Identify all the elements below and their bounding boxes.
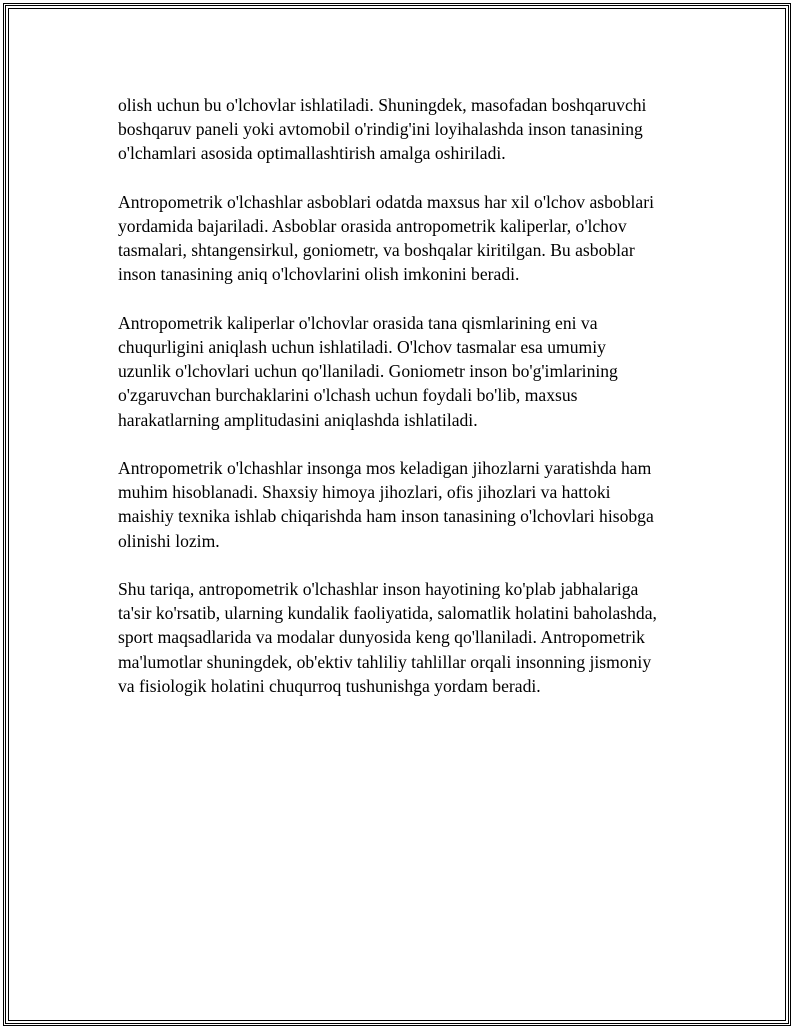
paragraph-1: olish uchun bu o'lchovlar ishlatiladi. Shuningdek, masofadan boshqaruvchi boshqaruv paneli yoki avtomobil o'rindig'ini loyihalashda inson tanasining o'lchamlari asosida optimallashtirish amalga oshiriladi. (118, 95, 647, 164)
paragraph-4: Antropometrik o'lchashlar insonga mos keladigan jihozlarni yaratishda ham muhim hisoblanadi. Shaxsiy himoya jihozlari, ofis jihozlari va hattoki maishiy texnika ishlab chiqarishda ham inson tanasining o'lchovlari hisobga olinishi lozim. (118, 458, 654, 551)
paragraph-5: Shu tariqa, antropometrik o'lchashlar inson hayotining ko'plab jabhalariga ta'sir ko'rsatib, ularning kundalik faoliyatida, salomatlik holatini baholashda, sport maqsadlarida va modalar dunyosida keng qo'llaniladi. Antropometrik ma'lumotlar shuningdek, ob'ektiv tahliliy tahlillar orqali insonning jismoniy va fisiologik holatini chuqurroq tushunishga yordam beradi. (118, 579, 657, 696)
paragraph-3: Antropometrik kaliperlar o'lchovlar orasida tana qismlarining eni va chuqurligini aniqlash uchun ishlatiladi. O'lchov tasmalar esa umumiy uzunlik o'lchovlari uchun qo'llaniladi. Goniometr inson bo'g'imlarining o'zgaruvchan burchaklarini o'lchash uchun foydali bo'lib, maxsus harakatlarning amplitudasini aniqlashda ishlatiladi. (118, 312, 618, 430)
paragraph-2: Antropometrik o'lchashlar asboblari odatda maxsus har xil o'lchov asboblari yordamida bajariladi. Asboblar orasida antropometrik kaliperlar, o'lchov tasmalari, shtangensirkul, goniometr, va boshqalar kiritilgan. Bu asboblar inson tanasining aniq o'lchovlarini olish imkonini beradi. (118, 191, 654, 285)
document-body (118, 93, 698, 722)
